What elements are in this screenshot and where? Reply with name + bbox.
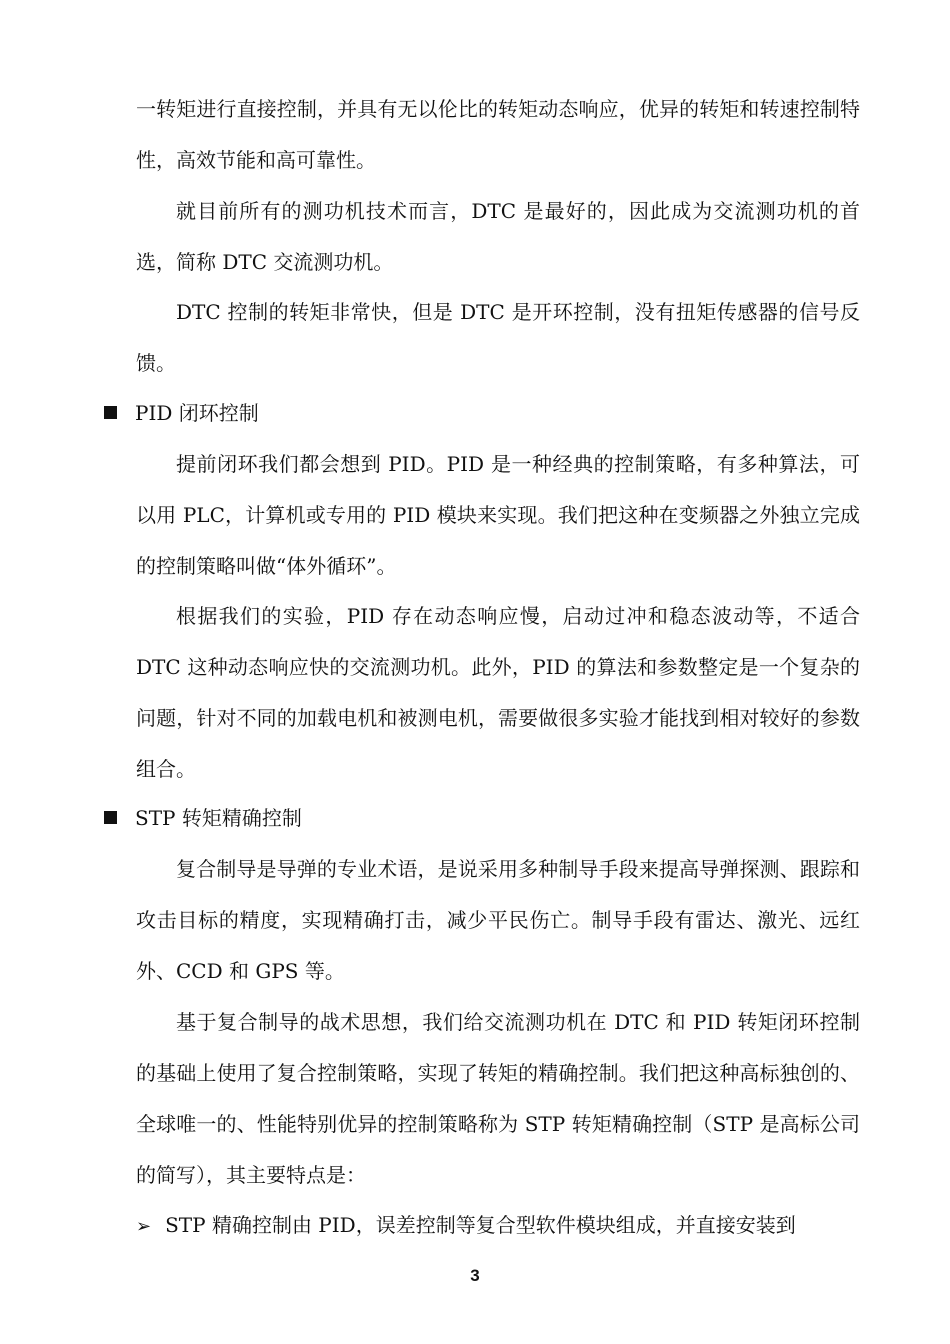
page-number: 3 — [470, 1266, 480, 1285]
paragraph-pid-experiment: 根据我们的实验，PID 存在动态响应慢，启动过冲和稳态波动等，不适合 DTC 这种动态响应快的交流测功机。此外，PID 的算法和参数整定是一个复杂的问题，针对不同的加载电机和被测电机，需要做很多实验才能找到相对较好的参数组合。 — [136, 604, 860, 781]
heading-stp — [104, 793, 302, 844]
paragraph-pid-intro: 提前闭环我们都会想到 PID。PID 是一种经典的控制策略，有多种算法，可以用 PLC，计算机或专用的 PID 模块来实现。我们把这种在变频器之外独立完成的控制策略叫做“体外循环”。 — [136, 452, 860, 578]
paragraph-dtc-open-loop: DTC 控制的转矩非常快，但是 DTC 是开环控制，没有扭矩传感器的信号反馈。 — [136, 300, 860, 375]
square-bullet-icon — [104, 406, 117, 419]
heading-stp-label: STP 转矩精确控制 — [135, 806, 302, 830]
heading-pid-label: PID 闭环控制 — [135, 401, 259, 425]
square-bullet-icon — [104, 811, 117, 824]
paragraph-dtc-intro: 一转矩进行直接控制，并具有无以伦比的转矩动态响应，优异的转矩和转速控制特性，高效节能和高可靠性。 — [136, 97, 860, 172]
arrow-bullet-icon: ➢ — [136, 1216, 152, 1237]
paragraph-stp-description: 基于复合制导的战术思想，我们给交流测功机在 DTC 和 PID 转矩闭环控制的基础上使用了复合控制策略，实现了转矩的精确控制。我们把这种高标独创的、全球唯一的、性能特别优异的控制策略称为 STP 转矩精确控制（STP 是高标公司的简写），其主要特点是： — [136, 1010, 860, 1187]
paragraph-dtc-best: 就目前所有的测功机技术而言，DTC 是最好的，因此成为交流测功机的首选，简称 DTC 交流测功机。 — [136, 199, 860, 274]
bullet-item-text: STP 精确控制由 PID，误差控制等复合型软件模块组成，并直接安装到 — [165, 1213, 796, 1237]
bullet-item — [136, 1200, 860, 1252]
paragraph-composite-guidance: 复合制导是导弹的专业术语，是说采用多种制导手段来提高导弹探测、跟踪和攻击目标的精度，实现精确打击，减少平民伤亡。制导手段有雷达、激光、远红外、CCD 和 GPS 等。 — [136, 857, 860, 983]
heading-pid — [104, 388, 259, 439]
